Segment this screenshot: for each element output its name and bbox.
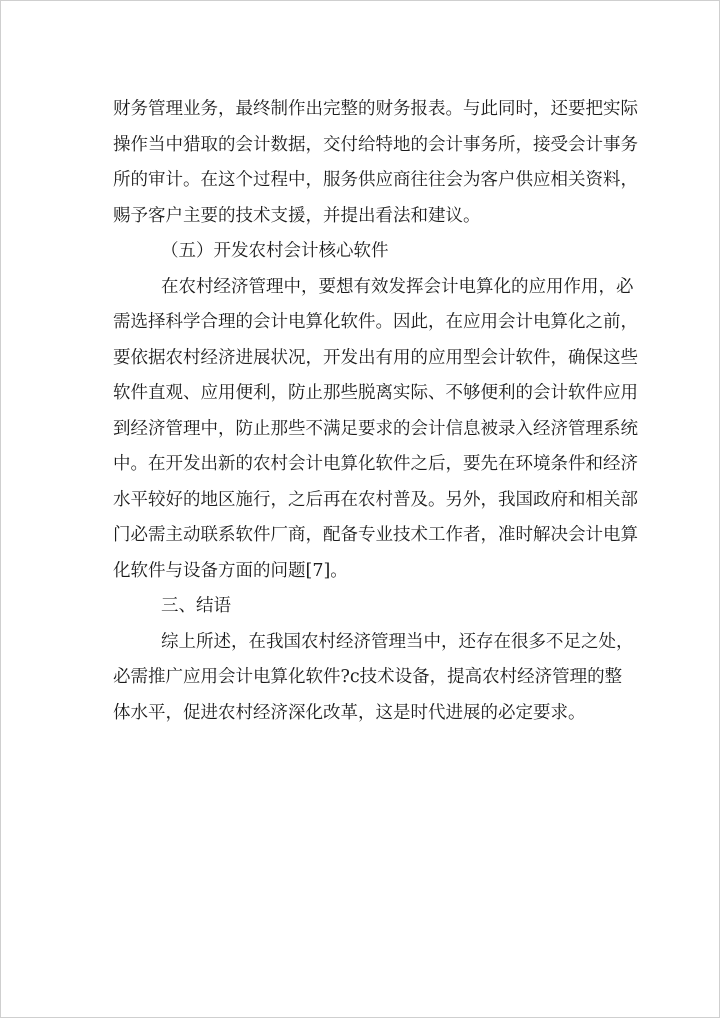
paragraph-line: 赐予客户主要的技术支援，并提出看法和建议。: [113, 205, 481, 226]
paragraph-line: 财务管理业务，最终制作出完整的财务报表。与此同时，还要把实际: [113, 99, 638, 119]
paragraph-line: 必需推广应用会计电算化软件?c技术设备，提高农村经济管理的整: [113, 667, 623, 687]
document-body: [113, 92, 638, 731]
section-heading: （五）开发农村会计核心软件: [161, 241, 389, 261]
paragraph-line: 水平较好的地区施行，之后再在农村普及。另外，我国政府和相关部: [113, 489, 638, 510]
section-heading: 三、结语: [161, 596, 231, 616]
paragraph-line: 体水平，促进农村经济深化改革，这是时代进展的必定要求。: [113, 702, 586, 723]
paragraph-line: 要依据农村经济进展状况，开发出有用的应用型会计软件，确保这些: [113, 347, 638, 368]
paragraph-line: 在农村经济管理中，要想有效发挥会计电算化的应用作用，必: [161, 276, 634, 297]
paragraph-line: 需选择科学合理的会计电算化软件。因此，在应用会计电算化之前，: [113, 312, 638, 332]
paragraph-line: 门必需主动联系软件厂商，配备专业技术工作者，准时解决会计电算: [113, 525, 638, 545]
paragraph-line: 软件直观、应用便利，防止那些脱离实际、不够便利的会计软件应用: [113, 383, 638, 403]
paragraph-line: 中。在开发出新的农村会计电算化软件之后，要先在环境条件和经济: [113, 454, 638, 474]
paragraph-line: 所的审计。在这个过程中，服务供应商往往会为客户供应相关资料，: [113, 170, 638, 190]
paragraph-line: 操作当中猎取的会计数据，交付给特地的会计事务所，接受会计事务: [113, 134, 638, 155]
paragraph-line: 到经济管理中，防止那些不满足要求的会计信息被录入经济管理系统: [113, 418, 638, 439]
paragraph-line: 综上所述，在我国农村经济管理当中，还存在很多不足之处，: [161, 631, 634, 652]
paragraph-line: 化软件与设备方面的问题[7]。: [113, 560, 348, 581]
